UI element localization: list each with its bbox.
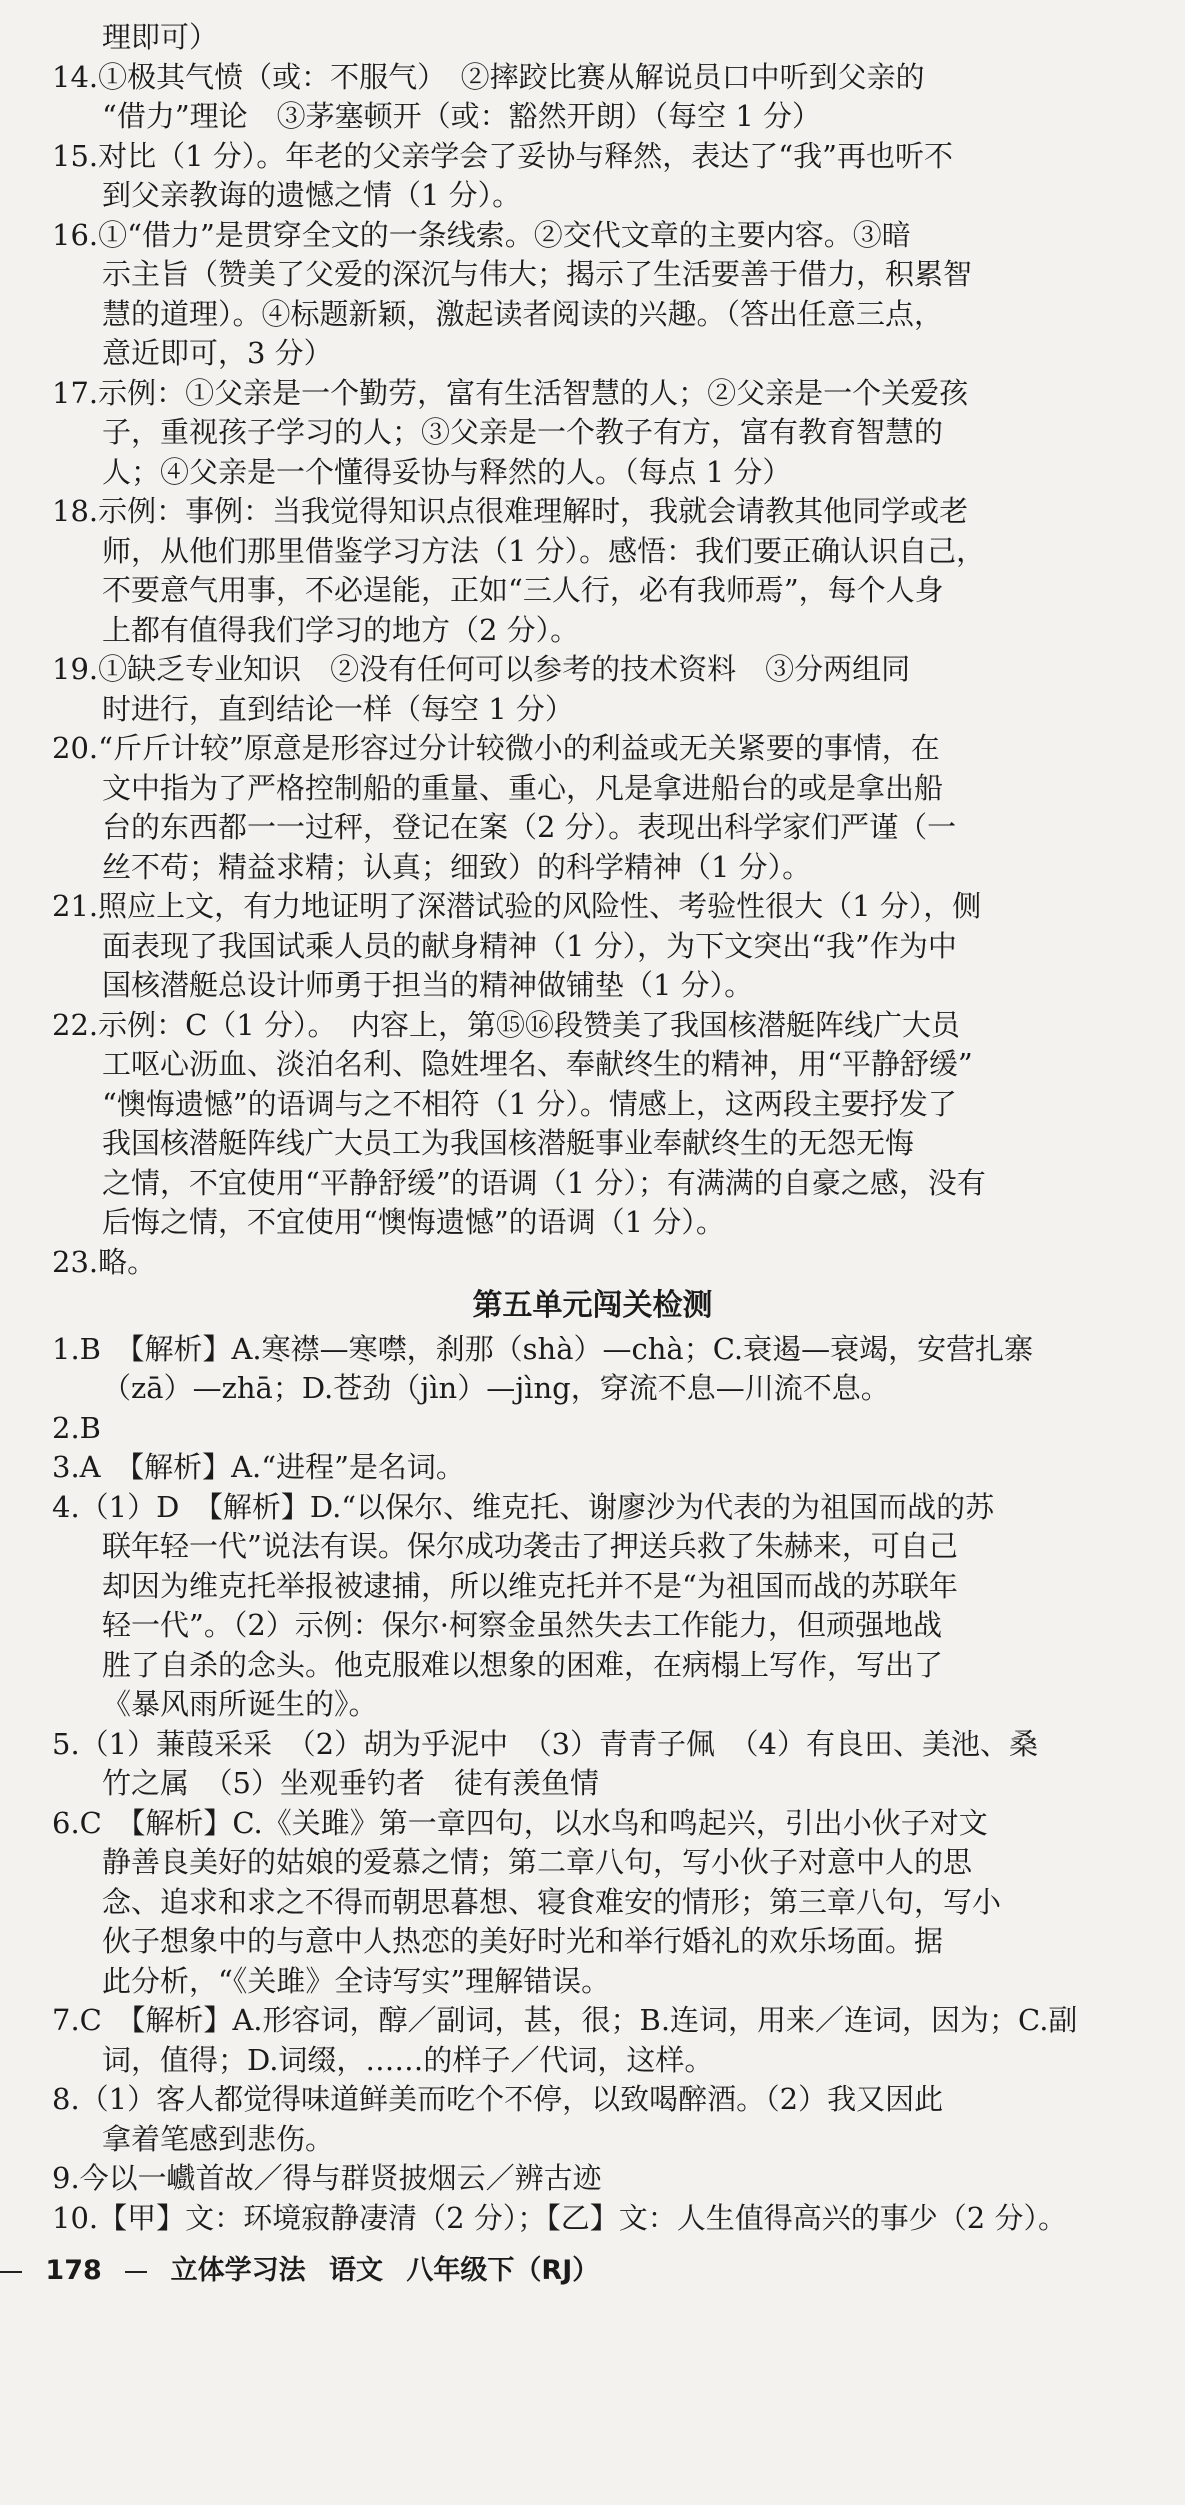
text-line: 理即可） [102, 20, 219, 54]
answer-item: 7.C 【解析】A.形容词，醇／副词，甚，很；B.连词，用来／连词，因为；C.副 [52, 2003, 1078, 2037]
text-line: 此分析，“《关雎》全诗写实”理解错误。 [102, 1963, 611, 1998]
answer-item: 9.今以一巇首故／得与群贤披烟云／辨古迹 [52, 2161, 602, 2195]
answer-item: 1.B 【解析】A.寒襟—寒噤，刹那（shà）—chà；C.衰遏—衰竭，安营扎寨 [52, 1331, 1034, 1366]
text-line: 人；④父亲是一个懂得妥协与释然的人。（每点 1 分） [102, 454, 792, 489]
answer-item: 6.C 【解析】C.《关雎》第一章四句，以水鸟和鸣起兴，引出小伙子对文 [52, 1805, 988, 1840]
text-line: 上都有值得我们学习的地方（2 分）。 [102, 612, 580, 647]
answer-item: 19.①缺乏专业知识 ②没有任何可以参考的技术资料 ③分两组同 [52, 652, 911, 686]
text-line: 到父亲教诲的遗憾之情（1 分）。 [102, 178, 522, 212]
text-line: 拿着笔感到悲伤。 [102, 2121, 335, 2156]
text-line: “借力”理论 ③茅塞顿开（或：豁然开朗）（每空 1 分） [102, 99, 822, 133]
text-line: “懊悔遗憾”的语调与之不相符（1 分）。情感上，这两段主要抒发了 [102, 1086, 957, 1121]
page-number: 178 [45, 2255, 102, 2286]
text-line: 词，值得；D.词缀，……的样子／代词，这样。 [102, 2042, 714, 2077]
footer-dash [125, 2271, 147, 2273]
text-line: 不要意气用事，不必逞能，正如“三人行，必有我师焉”，每个人身 [102, 573, 944, 607]
grade: 八年级下（RJ） [406, 2255, 600, 2286]
answer-item: 15.对比（1 分）。年老的父亲学会了妥协与释然，表达了“我”再也听不 [52, 138, 953, 173]
text-line: 后悔之情，不宜使用“懊悔遗憾”的语调（1 分）。 [102, 1205, 725, 1239]
text-line: 示主旨（赞美了父爱的深沉与伟大；揭示了生活要善于借力，积累智 [102, 257, 973, 291]
answer-item: 3.A 【解析】A.“进程”是名词。 [52, 1450, 465, 1484]
text-line: 伙子想象中的与意中人热恋的美好时光和举行婚礼的欢乐场面。据 [102, 1924, 944, 1958]
text-line: 面表现了我国试乘人员的献身精神（1 分），为下文突出“我”作为中 [102, 928, 957, 963]
section-title: 第五单元闯关检测 [472, 1288, 713, 1323]
text-line: 慧的道理）。④标题新颖，激起读者阅读的兴趣。（答出任意三点， [102, 296, 944, 331]
answer-item: 10.【甲】文：环境寂静凄清（2 分）；【乙】文：人生值得高兴的事少（2 分）。 [52, 2200, 1067, 2235]
answer-item: 21.照应上文，有力地证明了深潜试验的风险性、考验性很大（1 分），侧 [52, 889, 982, 923]
text-line: 之情，不宜使用“平静舒缓”的语调（1 分）；有满满的自豪之感，没有 [102, 1165, 986, 1200]
text-line: 轻一代”。（2）示例：保尔·柯察金虽然失去工作能力，但顽强地战 [102, 1608, 942, 1642]
text-line: 丝不苟；精益求精；认真；细致）的科学精神（1 分）。 [102, 849, 812, 884]
page-footer [0, 2248, 700, 2294]
text-line: 竹之属 （5）坐观垂钓者 徒有羡鱼情 [102, 1766, 599, 1800]
answer-item: 16.①“借力”是贯穿全文的一条线索。②交代文章的主要内容。③暗 [52, 217, 911, 252]
answer-item: 18.示例：事例：当我觉得知识点很难理解时，我就会请教其他同学或老 [52, 494, 969, 528]
text-line: 胜了自杀的念头。他克服难以想象的困难，在病榻上写作，写出了 [102, 1647, 944, 1682]
answer-item: 22.示例：C（1 分）。 内容上，第⑮⑯段赞美了我国核潜艇阵线广大员 [52, 1007, 960, 1042]
answer-item: 23.略。 [52, 1244, 157, 1279]
answer-item: 17.示例：①父亲是一个勤劳，富有生活智慧的人；②父亲是一个关爱孩 [52, 375, 969, 410]
answer-item: 14.①极其气愤（或：不服气） ②摔跤比赛从解说员口中听到父亲的 [52, 59, 925, 94]
footer-dash [0, 2271, 22, 2273]
text-line: 静善良美好的姑娘的爱慕之情；第二章八句，写小伙子对意中人的思 [102, 1845, 973, 1879]
text-line: 国核潜艇总设计师勇于担当的精神做铺垫（1 分）。 [102, 968, 754, 1002]
text-line: 念、追求和求之不得而朝思暮想、寝食难安的情形；第三章八句，写小 [102, 1884, 1002, 1919]
answer-item: 5.（1）蒹葭采采 （2）胡为乎泥中 （3）青青子佩 （4）有良田、美池、桑 [52, 1726, 1038, 1761]
text-line: 《暴风雨所诞生的》。 [102, 1687, 378, 1721]
text-line: 师，从他们那里借鉴学习方法（1 分）。感悟：我们要正确认识自己， [102, 533, 986, 568]
text-line: （zā）—zhā；D.苍劲（jìn）—jìng，穿流不息—川流不息。 [102, 1371, 890, 1405]
answer-item: 4.（1）D 【解析】D.“以保尔、维克托、谢廖沙为代表的为祖国而战的苏 [52, 1489, 995, 1524]
answer-item: 20.“斤斤计较”原意是形容过分计较微小的利益或无关紧要的事情，在 [52, 731, 940, 765]
subject: 语文 [329, 2255, 383, 2286]
text-line: 意近即可，3 分） [102, 336, 333, 370]
text-line: 却因为维克托举报被逮捕，所以维克托并不是“为祖国而战的苏联年 [102, 1568, 958, 1603]
book-title: 立体学习法 [170, 2255, 306, 2286]
text-line: 联年轻一代”说法有误。保尔成功袭击了押送兵救了朱赫来，可自己 [102, 1529, 958, 1563]
text-line: 文中指为了严格控制船的重量、重心，凡是拿进船台的或是拿出船 [102, 770, 944, 805]
text-line: 时进行，直到结论一样（每空 1 分） [102, 691, 574, 726]
text-line: 子，重视孩子学习的人；③父亲是一个教子有方，富有教育智慧的 [102, 415, 944, 449]
text-line: 我国核潜艇阵线广大员工为我国核潜艇事业奉献终生的无怨无悔 [102, 1126, 915, 1160]
text-line: 台的东西都一一过秤，登记在案（2 分）。表现出科学家们严谨（一 [102, 810, 957, 844]
answer-item: 8.（1）客人都觉得味道鲜美而吃个不停，以致喝醉酒。（2）我又因此 [52, 2082, 944, 2116]
text-line: 工呕心沥血、淡泊名利、隐姓埋名、奉献终生的精神，用“平静舒缓” [102, 1047, 973, 1081]
answer-item: 2.B [52, 1410, 101, 1445]
